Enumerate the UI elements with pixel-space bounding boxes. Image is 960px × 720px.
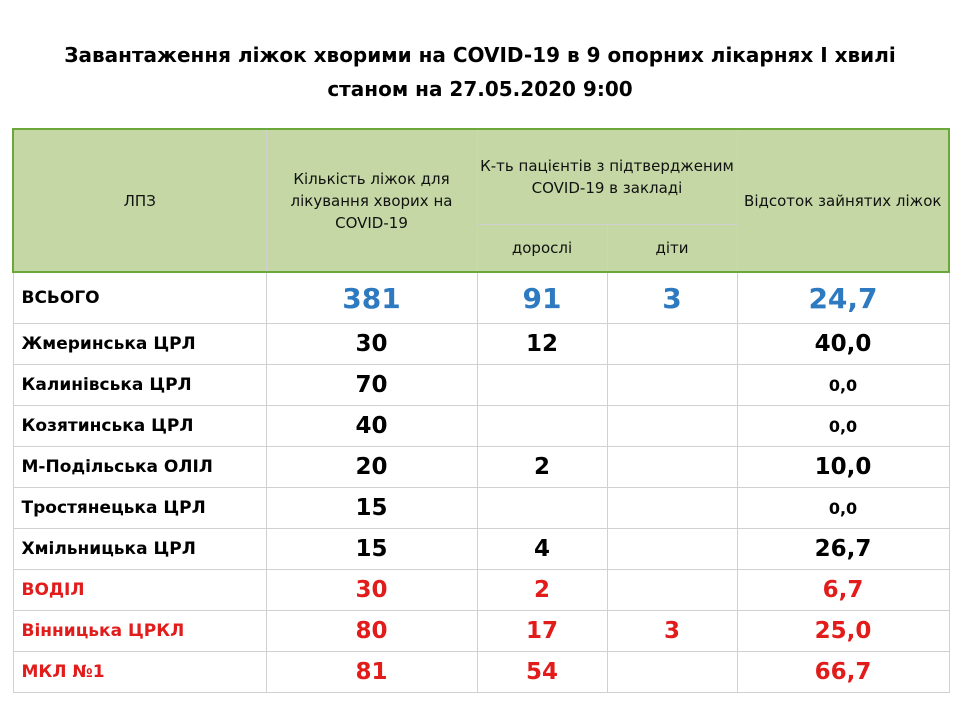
cell-beds: 15	[266, 488, 477, 529]
table-row	[13, 652, 949, 693]
cell-beds: 30	[266, 324, 477, 365]
beds-table	[12, 128, 950, 693]
cell-percent: 0,0	[737, 406, 949, 447]
cell-name: Жмеринська ЦРЛ	[13, 324, 266, 365]
title-line-1: Завантаження ліжок хворими на COVID-19 в 9 опорних лікарнях І хвилі	[64, 43, 896, 67]
cell-children	[607, 570, 737, 611]
cell-adults: 4	[477, 529, 607, 570]
cell-children	[607, 447, 737, 488]
cell-percent: 10,0	[737, 447, 949, 488]
header-beds: Кількість ліжок для лікування хворих на COVID-19	[266, 129, 477, 272]
table-row	[13, 488, 949, 529]
cell-percent: 6,7	[737, 570, 949, 611]
table-row	[13, 365, 949, 406]
cell-name: Хмільницька ЦРЛ	[13, 529, 266, 570]
header-adults: дорослі	[477, 225, 607, 273]
cell-percent: 24,7	[737, 272, 949, 324]
header-patients: К-ть пацієнтів з підтвердженим COVID-19 в закладі	[477, 129, 737, 225]
cell-children	[607, 406, 737, 447]
cell-name: ВСЬОГО	[13, 272, 266, 324]
cell-beds: 70	[266, 365, 477, 406]
cell-beds: 20	[266, 447, 477, 488]
header-percent: Відсоток зайнятих ліжок	[737, 129, 949, 272]
cell-percent: 26,7	[737, 529, 949, 570]
cell-beds: 80	[266, 611, 477, 652]
cell-name: Вінницька ЦРКЛ	[13, 611, 266, 652]
cell-name: Тростянецька ЦРЛ	[13, 488, 266, 529]
cell-percent: 0,0	[737, 488, 949, 529]
cell-adults: 12	[477, 324, 607, 365]
table-row	[13, 570, 949, 611]
header-lpz: ЛПЗ	[13, 129, 266, 272]
cell-beds: 15	[266, 529, 477, 570]
table-row	[13, 447, 949, 488]
cell-name: Калинівська ЦРЛ	[13, 365, 266, 406]
cell-adults: 17	[477, 611, 607, 652]
cell-adults	[477, 406, 607, 447]
cell-beds: 81	[266, 652, 477, 693]
cell-name: Козятинська ЦРЛ	[13, 406, 266, 447]
cell-name: ВОДІЛ	[13, 570, 266, 611]
page-title	[0, 38, 960, 106]
table-header	[13, 129, 949, 272]
cell-adults: 2	[477, 447, 607, 488]
cell-adults	[477, 488, 607, 529]
cell-percent: 0,0	[737, 365, 949, 406]
cell-percent: 66,7	[737, 652, 949, 693]
cell-adults	[477, 365, 607, 406]
cell-adults: 54	[477, 652, 607, 693]
table-row-total	[13, 272, 949, 324]
cell-children	[607, 324, 737, 365]
cell-percent: 40,0	[737, 324, 949, 365]
table-row	[13, 529, 949, 570]
cell-beds: 40	[266, 406, 477, 447]
header-children: діти	[607, 225, 737, 273]
cell-adults: 2	[477, 570, 607, 611]
title-line-2: станом на 27.05.2020 9:00	[327, 77, 633, 101]
cell-children	[607, 365, 737, 406]
cell-children	[607, 652, 737, 693]
cell-children	[607, 488, 737, 529]
cell-name: М-Подільська ОЛІЛ	[13, 447, 266, 488]
cell-children: 3	[607, 272, 737, 324]
cell-children: 3	[607, 611, 737, 652]
table-row	[13, 611, 949, 652]
cell-beds: 30	[266, 570, 477, 611]
table-row	[13, 324, 949, 365]
cell-name: МКЛ №1	[13, 652, 266, 693]
cell-percent: 25,0	[737, 611, 949, 652]
table-row	[13, 406, 949, 447]
cell-children	[607, 529, 737, 570]
cell-beds: 381	[266, 272, 477, 324]
cell-adults: 91	[477, 272, 607, 324]
